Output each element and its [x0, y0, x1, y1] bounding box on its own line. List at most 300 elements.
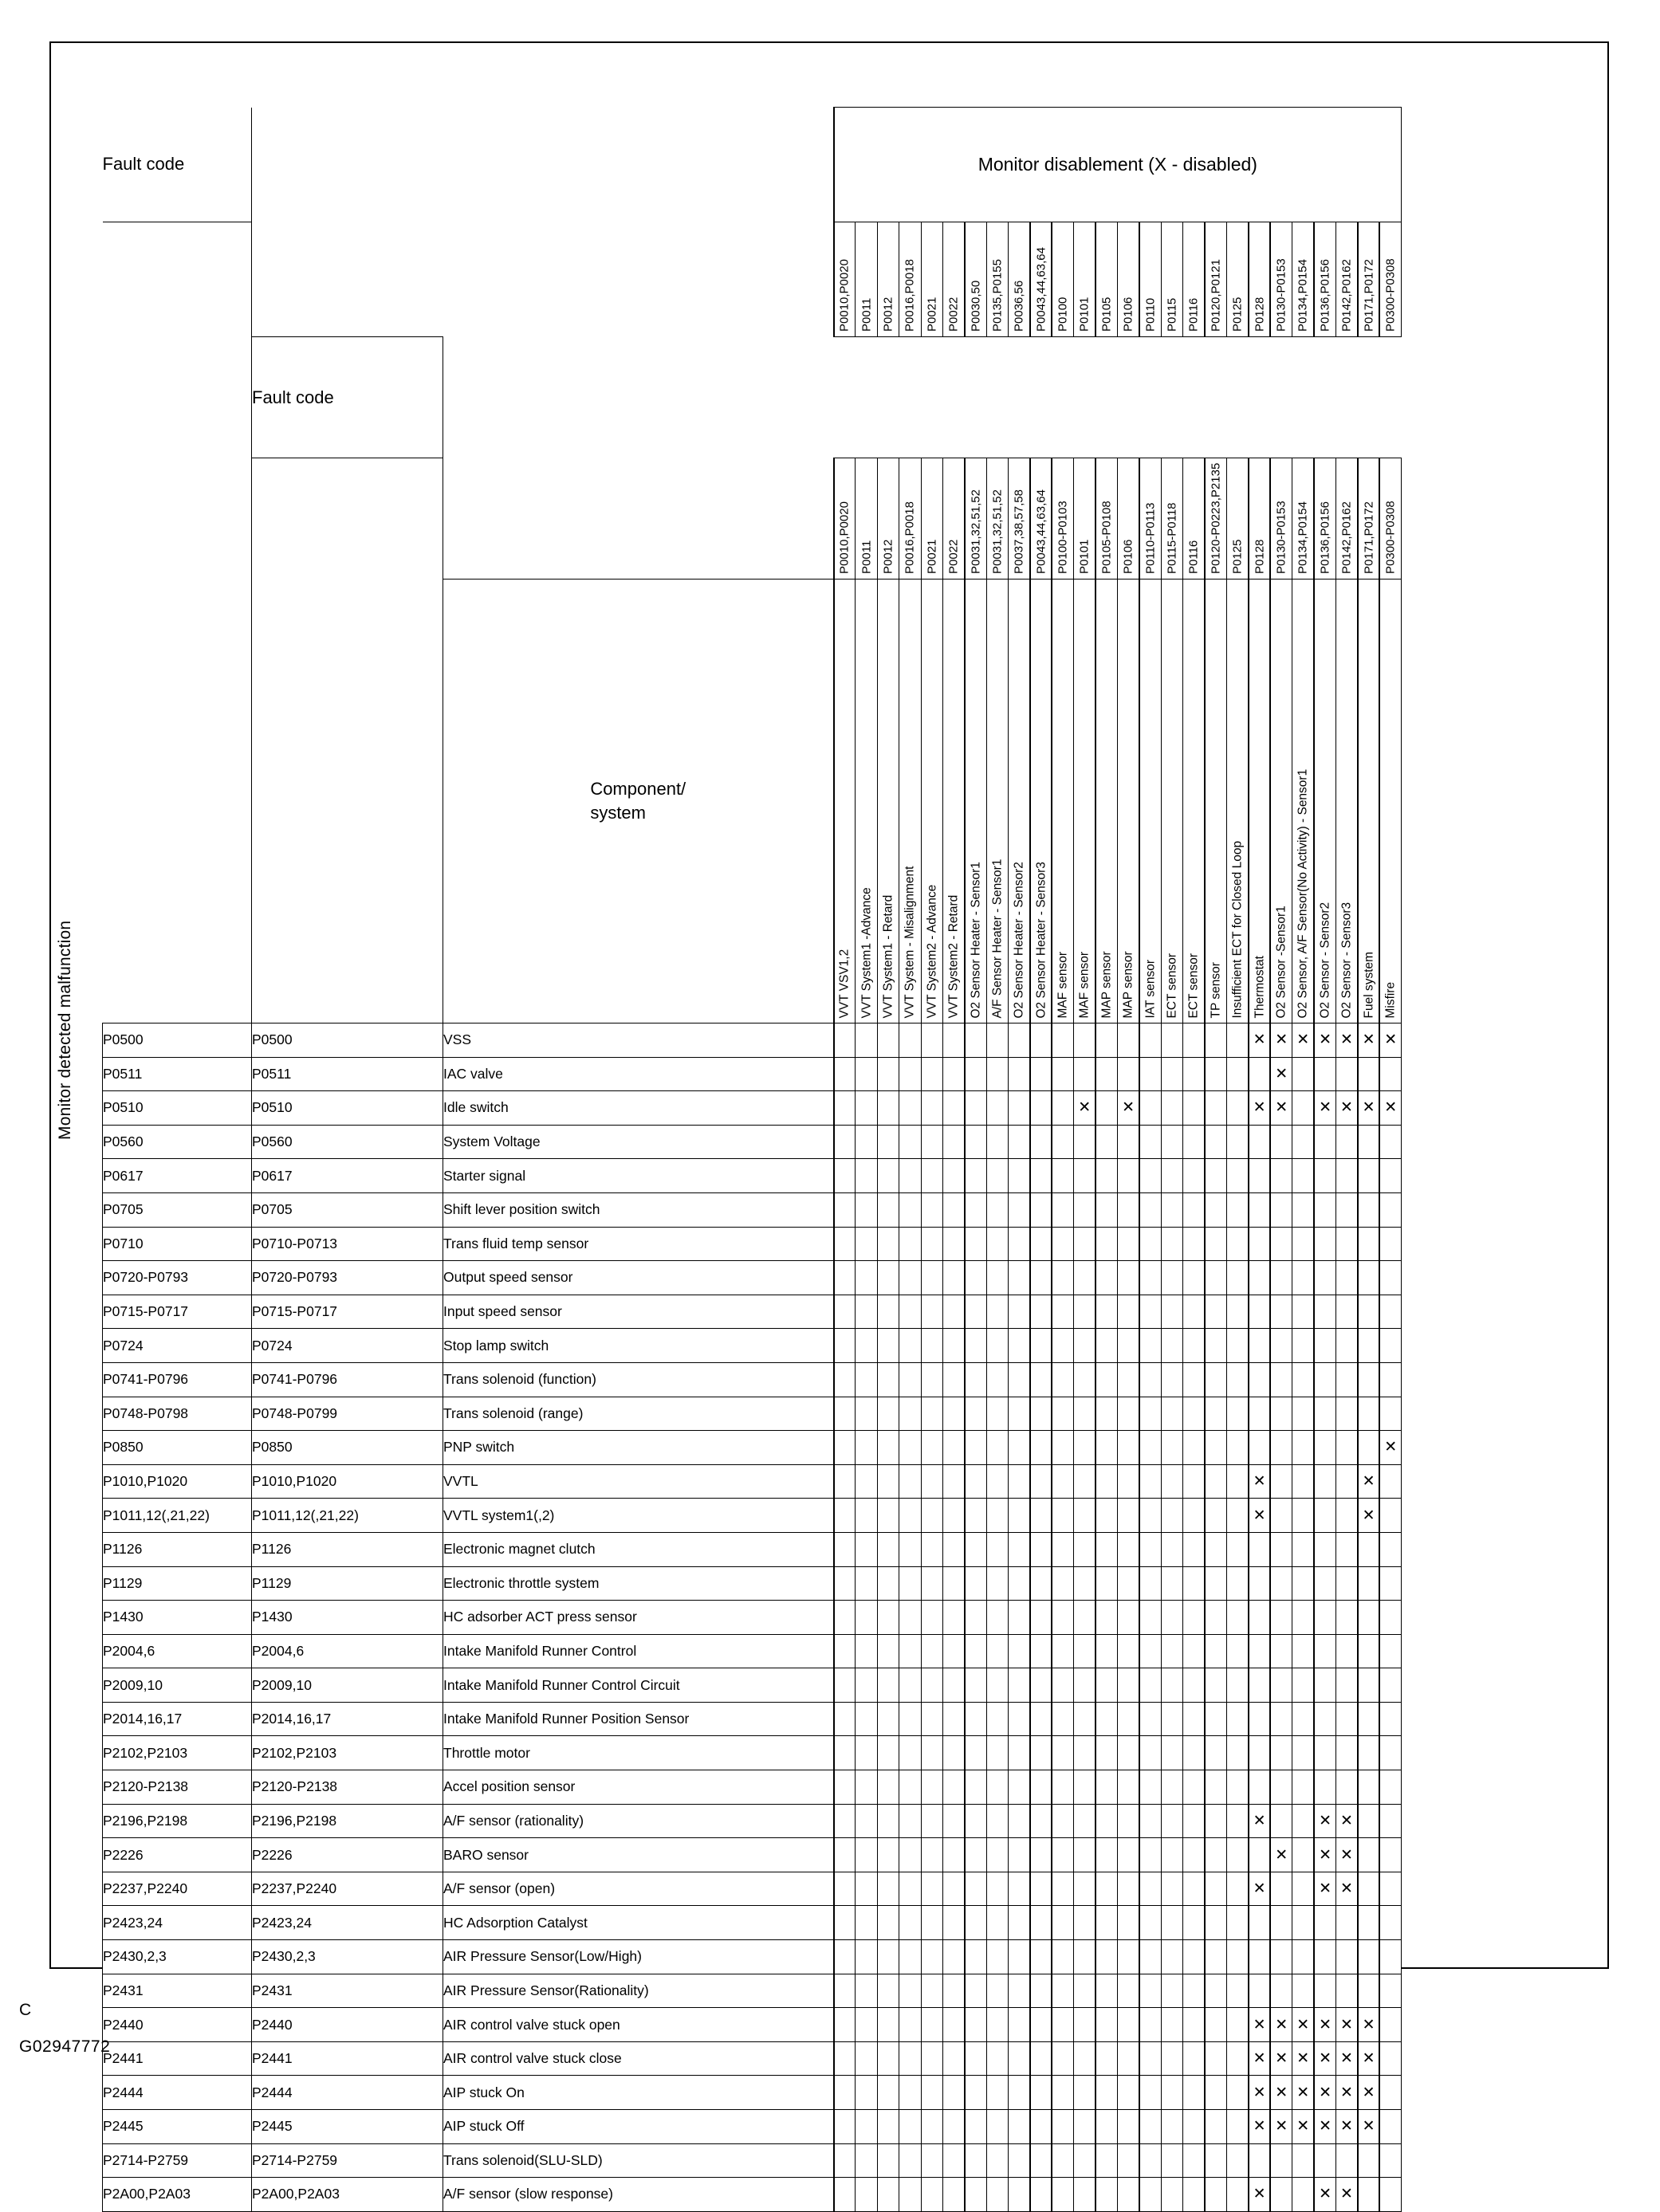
table-body [103, 1023, 1402, 2212]
empty-cell [856, 1464, 877, 1499]
empty-cell [1249, 1431, 1270, 1465]
disablement-mark-cell: ✕ [1270, 2008, 1292, 2042]
empty-cell [1379, 2076, 1401, 2110]
empty-cell [942, 1532, 964, 1566]
empty-cell [1161, 1023, 1182, 1058]
empty-cell [1030, 1125, 1052, 1159]
empty-cell [856, 1499, 877, 1533]
empty-cell [1379, 1906, 1401, 1940]
empty-cell [965, 1770, 986, 1805]
empty-cell [1379, 1770, 1401, 1805]
empty-cell [1009, 1057, 1030, 1091]
empty-cell [1183, 1499, 1205, 1533]
empty-cell [1139, 1838, 1161, 1872]
empty-cell [1009, 1668, 1030, 1703]
empty-cell [942, 1431, 964, 1465]
empty-cell [942, 1838, 964, 1872]
empty-cell [856, 1192, 877, 1227]
empty-cell [1074, 1668, 1096, 1703]
empty-cell [1379, 1872, 1401, 1906]
empty-cell [1205, 1906, 1226, 1940]
empty-cell [1030, 1227, 1052, 1261]
empty-cell [942, 1227, 964, 1261]
empty-cell [1096, 1091, 1117, 1126]
column-header-top-18 [1227, 222, 1249, 337]
empty-cell [1074, 1329, 1096, 1363]
empty-cell [1249, 1159, 1270, 1193]
empty-cell [1292, 1464, 1314, 1499]
empty-cell [1270, 1872, 1292, 1906]
fault-code-1-cell: P1129 [103, 1566, 252, 1601]
empty-cell [1227, 1362, 1249, 1397]
empty-cell [1096, 1362, 1117, 1397]
column-header-top-2 [877, 222, 899, 337]
empty-cell [1139, 2178, 1161, 2212]
table-row [103, 1872, 1402, 1906]
empty-cell [1379, 1159, 1401, 1193]
empty-cell [834, 1091, 856, 1126]
empty-cell [1314, 1159, 1335, 1193]
empty-cell [899, 1906, 921, 1940]
empty-cell [1358, 2143, 1379, 2178]
empty-cell [1052, 1770, 1073, 1805]
disablement-mark-cell: ✕ [1249, 2178, 1270, 2212]
column-header-top-3 [899, 222, 921, 337]
empty-cell [1205, 1057, 1226, 1091]
empty-cell [1205, 1192, 1226, 1227]
empty-cell [1074, 1974, 1096, 2008]
empty-cell [1249, 1566, 1270, 1601]
empty-cell [1335, 1906, 1357, 1940]
component-system-cell: System Voltage [443, 1125, 834, 1159]
empty-cell [1358, 1261, 1379, 1295]
empty-cell [1030, 1974, 1052, 2008]
column-component-header-18 [1227, 580, 1249, 1023]
empty-cell [1074, 2143, 1096, 2178]
empty-cell [965, 1601, 986, 1635]
empty-cell [965, 1159, 986, 1193]
empty-cell [899, 1023, 921, 1058]
empty-cell [834, 1431, 856, 1465]
empty-cell [1270, 1464, 1292, 1499]
empty-cell [1335, 1566, 1357, 1601]
empty-cell [1314, 1397, 1335, 1431]
component-system-cell: Electronic magnet clutch [443, 1532, 834, 1566]
column-header-top-1 [856, 222, 877, 337]
empty-cell [1335, 1431, 1357, 1465]
disablement-mark-cell: ✕ [1314, 2008, 1335, 2042]
empty-cell [899, 1601, 921, 1635]
fault-code-1-cell: P2445 [103, 2110, 252, 2144]
fault-code-1-cell: P0715-P0717 [103, 1295, 252, 1329]
empty-cell [1292, 1668, 1314, 1703]
empty-cell [1139, 1431, 1161, 1465]
empty-cell [986, 1601, 1008, 1635]
disablement-mark-cell: ✕ [1249, 1804, 1270, 1838]
empty-cell [856, 1702, 877, 1736]
fault-code-1-cell: P0511 [103, 1057, 252, 1091]
empty-cell [1227, 1431, 1249, 1465]
empty-cell [1161, 1397, 1182, 1431]
empty-cell [1314, 1125, 1335, 1159]
table-header [103, 108, 1402, 1023]
empty-cell [1183, 1362, 1205, 1397]
empty-cell [1314, 1362, 1335, 1397]
fault-code-1-cell: P0500 [103, 1023, 252, 1058]
empty-cell [1096, 2110, 1117, 2144]
empty-cell [1358, 1397, 1379, 1431]
empty-cell [899, 1736, 921, 1770]
empty-cell [899, 1329, 921, 1363]
column-header-mid-14 [1139, 458, 1161, 580]
column-component-text: Insufficient ECT for Closed Loop [1230, 840, 1245, 1018]
empty-cell [921, 1601, 942, 1635]
empty-cell [1183, 2143, 1205, 2178]
empty-cell [942, 2143, 964, 2178]
empty-cell [899, 1261, 921, 1295]
empty-cell [1118, 1634, 1139, 1668]
empty-cell [1030, 2178, 1052, 2212]
empty-cell [986, 1872, 1008, 1906]
column-header-text: P0021 [925, 539, 939, 574]
empty-cell [1249, 1261, 1270, 1295]
disablement-mark-cell: ✕ [1249, 2076, 1270, 2110]
empty-cell [1270, 1261, 1292, 1295]
empty-cell [1074, 1499, 1096, 1533]
empty-cell [921, 2041, 942, 2076]
empty-cell [1379, 1057, 1401, 1091]
fault-code-2-cell: P2226 [252, 1838, 443, 1872]
table-row [103, 1499, 1402, 1533]
fault-code-1-cell: P2009,10 [103, 1668, 252, 1703]
empty-cell [1009, 2076, 1030, 2110]
empty-cell [1249, 2143, 1270, 2178]
column-header-text: P0115 [1165, 297, 1179, 332]
empty-cell [1161, 1159, 1182, 1193]
column-header-text: P0012 [881, 297, 895, 332]
empty-cell [1074, 1057, 1096, 1091]
empty-cell [1052, 1499, 1073, 1533]
disablement-mark-cell: ✕ [1249, 2008, 1270, 2042]
empty-cell [1161, 1057, 1182, 1091]
column-header-mid-15 [1161, 458, 1182, 580]
empty-cell [1292, 1872, 1314, 1906]
header-label-component-system [443, 580, 834, 1023]
empty-cell [1270, 1362, 1292, 1397]
fault-code-1-cell: P0748-P0798 [103, 1397, 252, 1431]
column-component-header-13 [1118, 580, 1139, 1023]
empty-cell [899, 1227, 921, 1261]
empty-cell [1030, 1397, 1052, 1431]
empty-cell [1358, 1057, 1379, 1091]
header-label-fault-code-1: Fault code [103, 108, 252, 222]
column-header-mid-23 [1335, 458, 1357, 580]
empty-cell [877, 1668, 899, 1703]
fault-code-2-cell: P0617 [252, 1159, 443, 1193]
empty-cell [942, 2076, 964, 2110]
empty-cell [1161, 1906, 1182, 1940]
column-header-text: P0130-P0153 [1274, 501, 1288, 574]
empty-cell [1335, 1974, 1357, 2008]
column-header-text: P0134,P0154 [1296, 501, 1310, 574]
empty-cell [986, 1906, 1008, 1940]
disablement-mark-cell: ✕ [1358, 1023, 1379, 1058]
empty-cell [986, 1023, 1008, 1058]
component-system-cell: Accel position sensor [443, 1770, 834, 1805]
disablement-mark-cell: ✕ [1358, 1091, 1379, 1126]
table-row [103, 1295, 1402, 1329]
empty-cell [1009, 1601, 1030, 1635]
empty-cell [1096, 1397, 1117, 1431]
column-header-mid-13 [1118, 458, 1139, 580]
empty-cell [877, 1974, 899, 2008]
fault-code-1-cell: P1430 [103, 1601, 252, 1635]
fault-code-2-cell: P2441 [252, 2041, 443, 2076]
empty-cell [1052, 1397, 1073, 1431]
empty-cell [1139, 2110, 1161, 2144]
empty-cell [1249, 1295, 1270, 1329]
table-row [103, 1362, 1402, 1397]
fault-code-1-cell: P0560 [103, 1125, 252, 1159]
empty-cell [834, 1736, 856, 1770]
empty-cell [856, 2008, 877, 2042]
column-header-top-0 [834, 222, 856, 337]
empty-cell [856, 1261, 877, 1295]
empty-cell [1139, 1601, 1161, 1635]
empty-cell [1009, 1634, 1030, 1668]
empty-cell [942, 1668, 964, 1703]
empty-cell [1358, 1974, 1379, 2008]
empty-cell [921, 1295, 942, 1329]
empty-cell [1205, 2076, 1226, 2110]
empty-cell [986, 1464, 1008, 1499]
empty-cell [1030, 1329, 1052, 1363]
empty-cell [1183, 1702, 1205, 1736]
empty-cell [1379, 1362, 1401, 1397]
table-row [103, 1261, 1402, 1295]
monitor-disablement-table [102, 107, 1402, 2212]
disablement-mark-cell: ✕ [1314, 1838, 1335, 1872]
table-row [103, 1940, 1402, 1974]
empty-cell [921, 1464, 942, 1499]
empty-cell [965, 1906, 986, 1940]
empty-cell [986, 1091, 1008, 1126]
fault-code-1-cell: P2014,16,17 [103, 1702, 252, 1736]
empty-cell [965, 1261, 986, 1295]
empty-cell [1379, 1634, 1401, 1668]
empty-cell [1161, 2041, 1182, 2076]
header-row-codes-mid [103, 458, 1402, 580]
empty-cell [834, 1872, 856, 1906]
empty-cell [1052, 1736, 1073, 1770]
empty-cell [1314, 1940, 1335, 1974]
empty-cell [1314, 1464, 1335, 1499]
empty-cell [1335, 2143, 1357, 2178]
component-system-cell: Intake Manifold Runner Control [443, 1634, 834, 1668]
empty-cell [1052, 1261, 1073, 1295]
empty-cell [986, 1125, 1008, 1159]
empty-cell [965, 2008, 986, 2042]
empty-cell [1096, 1295, 1117, 1329]
empty-cell [1118, 1906, 1139, 1940]
column-component-header-2 [877, 580, 899, 1023]
empty-cell [1379, 2178, 1401, 2212]
empty-cell [1183, 2110, 1205, 2144]
empty-cell [1270, 1532, 1292, 1566]
column-header-mid-0 [834, 458, 856, 580]
empty-cell [1270, 1634, 1292, 1668]
empty-cell [1161, 1192, 1182, 1227]
empty-cell [1379, 1566, 1401, 1601]
empty-cell [1379, 1397, 1401, 1431]
fault-code-2-cell: P2004,6 [252, 1634, 443, 1668]
empty-cell [1358, 1532, 1379, 1566]
empty-cell [942, 2041, 964, 2076]
empty-cell [1074, 1227, 1096, 1261]
empty-cell [1335, 1227, 1357, 1261]
fault-code-1-cell: P2226 [103, 1838, 252, 1872]
empty-cell [1052, 1838, 1073, 1872]
column-header-text: P0022 [946, 297, 961, 332]
empty-cell [1139, 1125, 1161, 1159]
empty-cell [1335, 1601, 1357, 1635]
column-header-top-24 [1358, 222, 1379, 337]
empty-cell [1358, 1227, 1379, 1261]
empty-cell [834, 1192, 856, 1227]
empty-cell [965, 1329, 986, 1363]
empty-cell [1096, 1227, 1117, 1261]
column-header-mid-1 [856, 458, 877, 580]
column-header-text: P0142,P0162 [1339, 259, 1354, 332]
empty-cell [965, 1940, 986, 1974]
empty-cell [1292, 1261, 1314, 1295]
empty-cell [1161, 1261, 1182, 1295]
empty-cell [1030, 1362, 1052, 1397]
empty-cell [1227, 1499, 1249, 1533]
empty-cell [899, 1499, 921, 1533]
empty-cell [1270, 1159, 1292, 1193]
empty-cell [1379, 1499, 1401, 1533]
component-system-cell: A/F sensor (slow response) [443, 2178, 834, 2212]
empty-cell [1292, 2143, 1314, 2178]
column-component-header-11 [1074, 580, 1096, 1023]
empty-cell [1052, 2041, 1073, 2076]
column-header-top-15 [1161, 222, 1182, 337]
column-component-text: O2 Sensor Heater - Sensor1 [969, 861, 983, 1018]
column-header-mid-12 [1096, 458, 1117, 580]
empty-cell [899, 2076, 921, 2110]
empty-cell [856, 2178, 877, 2212]
empty-cell [1009, 2008, 1030, 2042]
empty-cell [1009, 1736, 1030, 1770]
disablement-mark-cell: ✕ [1292, 2008, 1314, 2042]
disablement-mark-cell: ✕ [1314, 1872, 1335, 1906]
empty-cell [1074, 1362, 1096, 1397]
empty-cell [856, 1431, 877, 1465]
empty-cell [1161, 1872, 1182, 1906]
column-header-mid-22 [1314, 458, 1335, 580]
table-row [103, 1532, 1402, 1566]
empty-cell [1183, 1329, 1205, 1363]
empty-cell [1358, 2178, 1379, 2212]
column-component-text: MAP sensor [1121, 950, 1135, 1018]
disablement-mark-cell: ✕ [1074, 1091, 1096, 1126]
column-component-text: O2 Sensor - Sensor2 [1318, 902, 1332, 1018]
empty-cell [1009, 1804, 1030, 1838]
empty-cell [1227, 1091, 1249, 1126]
empty-cell [1139, 1023, 1161, 1058]
table-row [103, 1804, 1402, 1838]
empty-cell [1249, 1397, 1270, 1431]
column-component-header-14 [1139, 580, 1161, 1023]
component-system-cell: BARO sensor [443, 1838, 834, 1872]
disablement-mark-cell: ✕ [1292, 2076, 1314, 2110]
empty-cell [899, 1770, 921, 1805]
empty-cell [1139, 1566, 1161, 1601]
empty-cell [1009, 1906, 1030, 1940]
fault-code-1-cell: P2431 [103, 1974, 252, 2008]
empty-cell [899, 1668, 921, 1703]
column-header-text: P0016,P0018 [903, 501, 917, 574]
empty-cell [1205, 1125, 1226, 1159]
empty-cell [834, 2178, 856, 2212]
empty-cell [1358, 1634, 1379, 1668]
table-row [103, 1397, 1402, 1431]
empty-cell [965, 1702, 986, 1736]
empty-cell [1314, 1668, 1335, 1703]
empty-cell [1074, 1159, 1096, 1193]
empty-cell [942, 2008, 964, 2042]
empty-cell [1030, 1838, 1052, 1872]
table-row [103, 2110, 1402, 2144]
empty-cell [1205, 1566, 1226, 1601]
empty-cell [834, 1532, 856, 1566]
empty-cell [1118, 1702, 1139, 1736]
disablement-mark-cell: ✕ [1358, 2076, 1379, 2110]
empty-cell [1292, 1770, 1314, 1805]
empty-cell [1074, 1397, 1096, 1431]
empty-cell [1074, 1192, 1096, 1227]
empty-cell [1379, 1125, 1401, 1159]
empty-cell [1292, 1125, 1314, 1159]
header-blank-1 [103, 337, 252, 458]
empty-cell [899, 1125, 921, 1159]
empty-cell [1205, 1464, 1226, 1499]
column-header-mid-5 [942, 458, 964, 580]
disablement-mark-cell: ✕ [1379, 1431, 1401, 1465]
empty-cell [1335, 1362, 1357, 1397]
empty-cell [1074, 1702, 1096, 1736]
empty-cell [877, 1125, 899, 1159]
empty-cell [1074, 1261, 1096, 1295]
fault-code-1-cell: P1126 [103, 1532, 252, 1566]
fault-code-1-cell: P2441 [103, 2041, 252, 2076]
empty-cell [1227, 1192, 1249, 1227]
empty-cell [1161, 1566, 1182, 1601]
empty-cell [1270, 1940, 1292, 1974]
empty-cell [1227, 2178, 1249, 2212]
column-header-text: P0116 [1186, 297, 1201, 332]
empty-cell [856, 1295, 877, 1329]
empty-cell [1249, 1192, 1270, 1227]
empty-cell [1161, 1974, 1182, 2008]
empty-cell [1270, 1906, 1292, 1940]
empty-cell [1161, 1329, 1182, 1363]
empty-cell [1270, 1397, 1292, 1431]
column-header-mid-6 [965, 458, 986, 580]
empty-cell [899, 1940, 921, 1974]
empty-cell [1096, 2178, 1117, 2212]
